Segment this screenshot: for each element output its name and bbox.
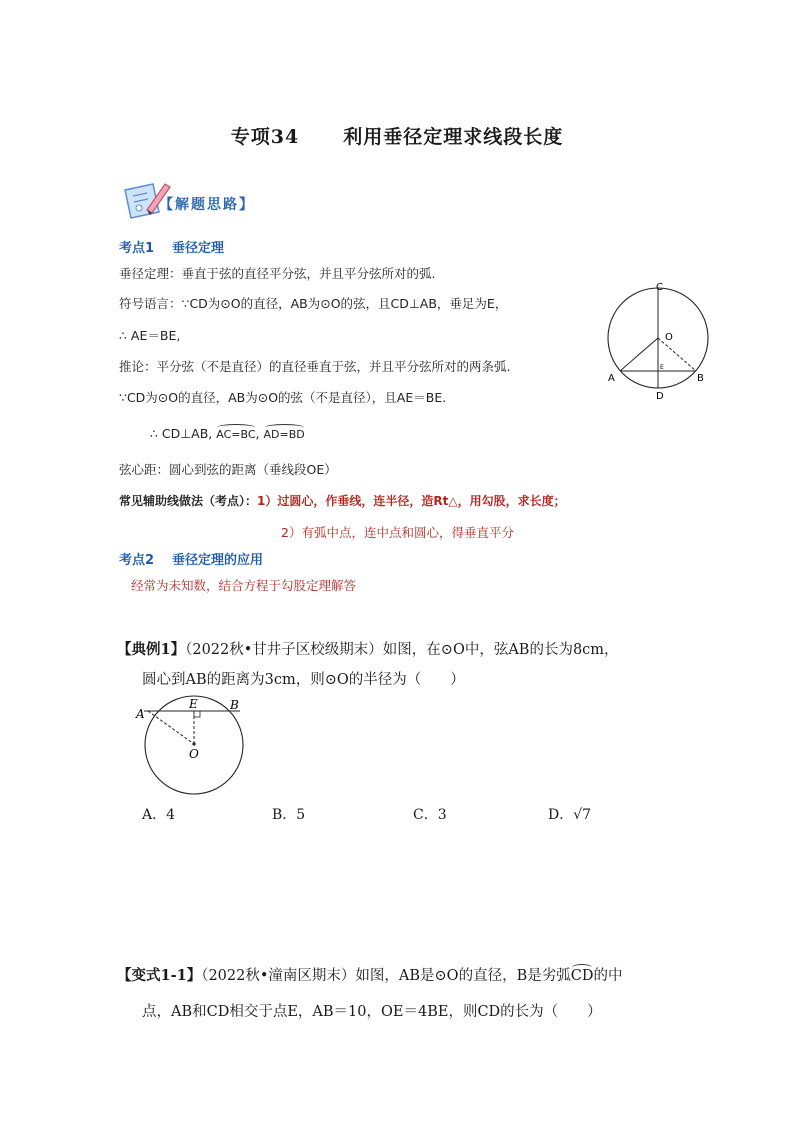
kp1-heading xyxy=(119,237,224,256)
label-c: C xyxy=(656,282,663,293)
kp2-title: 垂径定理的应用 xyxy=(172,553,264,568)
corollary-symbolic: ∵CD为⊙O的直径，AB为⊙O的弦（不是直径），且AE＝BE. xyxy=(119,390,447,405)
theorem-figure xyxy=(598,278,718,404)
label-a: A xyxy=(608,373,615,384)
perpendicular-conclusion: ∴ CD⊥AB, xyxy=(150,426,213,441)
ex1-label-b: B xyxy=(230,698,239,712)
aux-label: 常见辅助线做法（考点）： xyxy=(119,494,258,508)
example1-tag: 【典例1】 xyxy=(117,641,186,658)
page-title xyxy=(0,122,794,149)
arc-ac-bc: AC=BC xyxy=(216,428,256,441)
conclusion-ae-be: ∴ AE＝BE, xyxy=(119,328,181,343)
kp2-heading xyxy=(119,549,263,568)
variant1-line1: 【变式1-1】（2022秋•潼南区期末）如图，AB是⊙O的直径，B是劣弧CD的中 xyxy=(117,967,623,984)
example1-figure xyxy=(134,690,250,796)
right-angle-mark xyxy=(194,711,200,717)
example1-line1 xyxy=(117,638,619,659)
kp1-title: 垂径定理 xyxy=(172,241,225,256)
symbolic-statement: 符号语言：∵CD为⊙O的直径，AB为⊙O的弦，且CD⊥AB，垂足为E， xyxy=(119,296,508,311)
example1-text2: 圆心到AB的距离为3cm，则⊙O的半径为（ ） xyxy=(142,672,465,688)
ex1-label-o: O xyxy=(189,747,199,761)
aux-line-methods xyxy=(119,492,566,509)
center-dot xyxy=(192,742,195,745)
title-text: 利用垂径定理求线段长度 xyxy=(343,126,564,148)
ex1-label-e: E xyxy=(189,697,198,711)
variant1-tag: 【变式1-1】 xyxy=(117,967,202,984)
arc-ad-bd: AD=BD xyxy=(263,428,305,441)
title-number: 专项34 xyxy=(230,126,300,148)
label-d: D xyxy=(656,391,664,402)
option-b[interactable]: B．5 xyxy=(272,807,306,823)
aux-method-1: 1）过圆心，作垂线，连半径，造Rt△，用勾股，求长度； xyxy=(257,494,566,508)
label-b: B xyxy=(697,373,704,384)
badge-label: 【解题思路】 xyxy=(159,197,255,213)
label-e: E xyxy=(660,364,664,371)
aux-method-2: 2）有弧中点，连中点和圆心，得垂直平分 xyxy=(281,525,514,540)
theorem-statement: 垂径定理：垂直于弦的直径平分弦，并且平分弦所对的弧. xyxy=(119,266,436,281)
option-a[interactable]: A．4 xyxy=(142,807,176,823)
variant1-text2: 点，AB和CD相交于点E，AB＝10，OE＝4BE，则CD的长为（ ） xyxy=(142,1004,602,1020)
radius-oa xyxy=(620,338,658,371)
example1-text1: （2022秋•甘井子区校级期末）如图，在⊙O中，弦AB的长为8cm， xyxy=(185,642,619,658)
label-o: O xyxy=(665,332,673,343)
variant1-text1: （2022秋•潼南区期末）如图，AB是⊙O的直径，B是劣弧 xyxy=(201,968,571,984)
kp2-number: 考点2 xyxy=(119,553,155,568)
solution-approach-badge xyxy=(117,178,297,224)
kp2-note: 经常为未知数，结合方程于勾股定理解答 xyxy=(131,578,357,593)
option-c[interactable]: C．3 xyxy=(413,807,447,823)
corollary-conclusion: ∴ CD⊥AB, AC=BC, AD=BD xyxy=(150,426,305,441)
arc-cd: CD xyxy=(570,968,594,984)
chord-distance-definition: 弦心距：圆心到弦的距离（垂线段OE） xyxy=(119,462,337,477)
kp1-number: 考点1 xyxy=(119,241,155,256)
ex1-label-a: A xyxy=(136,707,145,721)
corollary-statement: 推论：平分弦（不是直径）的直径垂直于弦，并且平分弦所对的两条弧. xyxy=(119,359,511,374)
option-d[interactable]: D．√7 xyxy=(548,807,592,823)
